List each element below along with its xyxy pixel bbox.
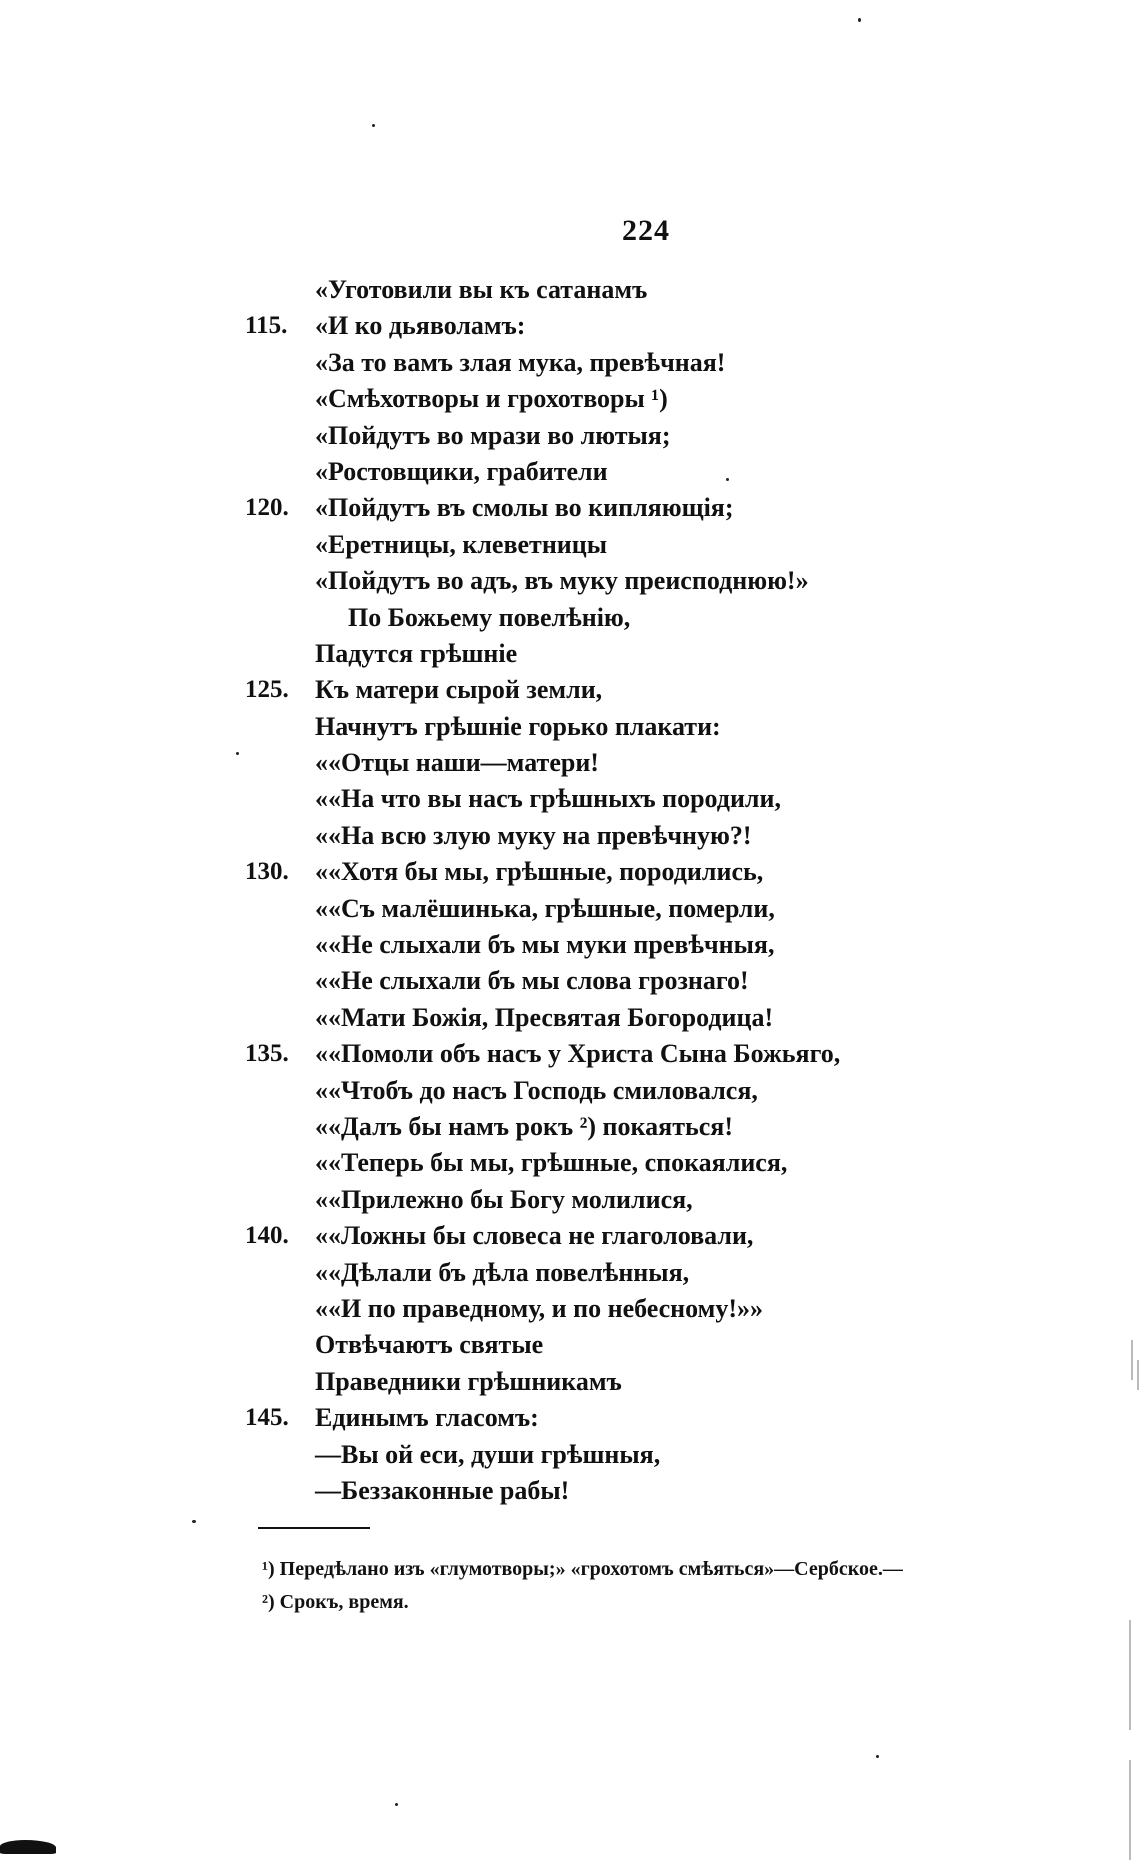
line-text: ««Не слыхали бъ мы слова грознаго! — [315, 966, 749, 996]
line-text: «За то вамъ злая мука, превѣчная! — [315, 347, 726, 377]
scan-speck — [395, 1803, 398, 1806]
line-text: «Ростовщики, грабители — [315, 456, 608, 486]
line-text: Падутся грѣшніе — [315, 638, 518, 668]
footnote-1: ¹) Передѣлано изъ «глумотворы;» «грохотомъ смѣяться»—Сербское.— — [262, 1558, 903, 1580]
poem-line — [245, 891, 1025, 927]
poem-line — [245, 1437, 1025, 1473]
line-text: ««Теперь бы мы, грѣшные, спокаялися, — [315, 1148, 788, 1178]
line-text: ««Дѣлали бъ дѣла повелѣнныя, — [315, 1257, 690, 1287]
poem-line — [245, 1036, 1025, 1072]
poem-line — [245, 963, 1025, 999]
poem-line — [245, 345, 1025, 381]
scan-edge-mark — [1129, 1760, 1131, 1860]
line-number: 115. — [245, 312, 288, 340]
poem-line — [245, 1073, 1025, 1109]
line-number: 125. — [245, 676, 289, 704]
line-text: Отвѣчаютъ святые — [315, 1330, 544, 1360]
poem-line — [245, 1327, 1025, 1363]
poem-line — [245, 1109, 1025, 1145]
poem-line — [245, 308, 1025, 344]
poem-line — [245, 1364, 1025, 1400]
scan-speck — [236, 752, 239, 755]
line-text: —Беззаконные рабы! — [315, 1475, 570, 1505]
poem-line — [245, 1145, 1025, 1181]
poem-line — [245, 672, 1025, 708]
poem-line — [245, 927, 1025, 963]
scan-speck — [876, 1755, 879, 1758]
line-number: 145. — [245, 1404, 289, 1432]
footnotes — [262, 1553, 1052, 1619]
scan-edge-mark — [1129, 1620, 1131, 1730]
line-text: ««И по праведному, и по небесному!»» — [315, 1293, 764, 1323]
line-number: 130. — [245, 858, 289, 886]
line-text: ««На всю злую муку на превѣчную?! — [315, 820, 752, 850]
poem-line — [245, 1000, 1025, 1036]
poem-line — [245, 818, 1025, 854]
line-text: ««Хотя бы мы, грѣшные, породились, — [315, 857, 764, 887]
line-text: «Пойдутъ во адъ, въ муку преисподнюю!» — [315, 566, 809, 596]
poem-line — [245, 600, 1025, 636]
poem-line — [245, 709, 1025, 745]
footnote-2: ²) Срокъ, время. — [262, 1591, 409, 1613]
poem-line — [245, 454, 1025, 490]
poem-line — [245, 1218, 1025, 1254]
line-text: Праведники грѣшникамъ — [315, 1366, 622, 1396]
line-number: 140. — [245, 1222, 289, 1250]
line-text: «И ко дьяволамъ: — [315, 311, 526, 341]
line-text: ««Отцы наши—матери! — [315, 748, 599, 778]
poem-line — [245, 527, 1025, 563]
line-number: 135. — [245, 1040, 289, 1068]
poem-line — [245, 781, 1025, 817]
poem-line — [245, 563, 1025, 599]
scan-corner-blot — [0, 1840, 56, 1854]
line-text: ««Далъ бы намъ рокъ ²) покаяться! — [315, 1111, 733, 1141]
scan-speck — [726, 478, 729, 481]
line-text: «Уготовили вы къ сатанамъ — [315, 275, 648, 304]
poem-body — [245, 272, 1025, 1509]
poem-line — [245, 1400, 1025, 1436]
line-text: ««Ложны бы словеса не глаголовали, — [315, 1221, 754, 1251]
line-text: «Пойдутъ во мрази во лютыя; — [315, 420, 671, 450]
poem-line — [245, 272, 1025, 308]
line-text: «Смѣхотворы и грохотворы ¹) — [315, 384, 668, 414]
line-text: ««На что вы насъ грѣшныхъ породили, — [315, 784, 781, 814]
scan-edge-mark — [1131, 1340, 1133, 1380]
poem-line — [245, 745, 1025, 781]
line-text: ««Прилежно бы Богу молилися, — [315, 1184, 693, 1214]
line-text: ««Съ малёшинька, грѣшные, померли, — [315, 893, 775, 923]
line-text: ««Помоли объ насъ у Христа Сына Божьяго, — [315, 1039, 841, 1069]
poem-line — [245, 381, 1025, 417]
scan-speck — [192, 1520, 196, 1523]
line-text: ««Не слыхали бъ мы муки превѣчныя, — [315, 930, 775, 960]
line-text: Единымъ гласомъ: — [315, 1403, 539, 1433]
poem-line — [245, 1473, 1025, 1509]
line-text: Къ матери сырой земли, — [315, 675, 603, 705]
poem-line — [245, 1182, 1025, 1218]
poem-line — [245, 418, 1025, 454]
poem-line — [245, 854, 1025, 890]
line-text: —Вы ой еси, души грѣшныя, — [315, 1439, 661, 1469]
line-text: Начнутъ грѣшніе горько плакати: — [315, 711, 721, 741]
poem-line — [245, 1255, 1025, 1291]
poem-line — [245, 636, 1025, 672]
footnote-divider — [258, 1527, 370, 1529]
line-number: 120. — [245, 494, 289, 522]
scan-speck — [372, 124, 375, 127]
scan-speck — [858, 18, 861, 22]
poem-line — [245, 490, 1025, 526]
line-text: «Пойдутъ въ смолы во кипляющія; — [315, 493, 734, 523]
line-text: ««Чтобъ до насъ Господь смиловался, — [315, 1075, 758, 1105]
poem-line — [245, 1291, 1025, 1327]
scan-edge-mark — [1137, 1360, 1139, 1390]
line-text: По Божьему повелѣнію, — [348, 602, 631, 632]
line-text: ««Мати Божія, Пресвятая Богородица! — [315, 1002, 774, 1032]
page-number: 224 — [622, 214, 670, 247]
line-text: «Еретницы, клеветницы — [315, 529, 608, 559]
